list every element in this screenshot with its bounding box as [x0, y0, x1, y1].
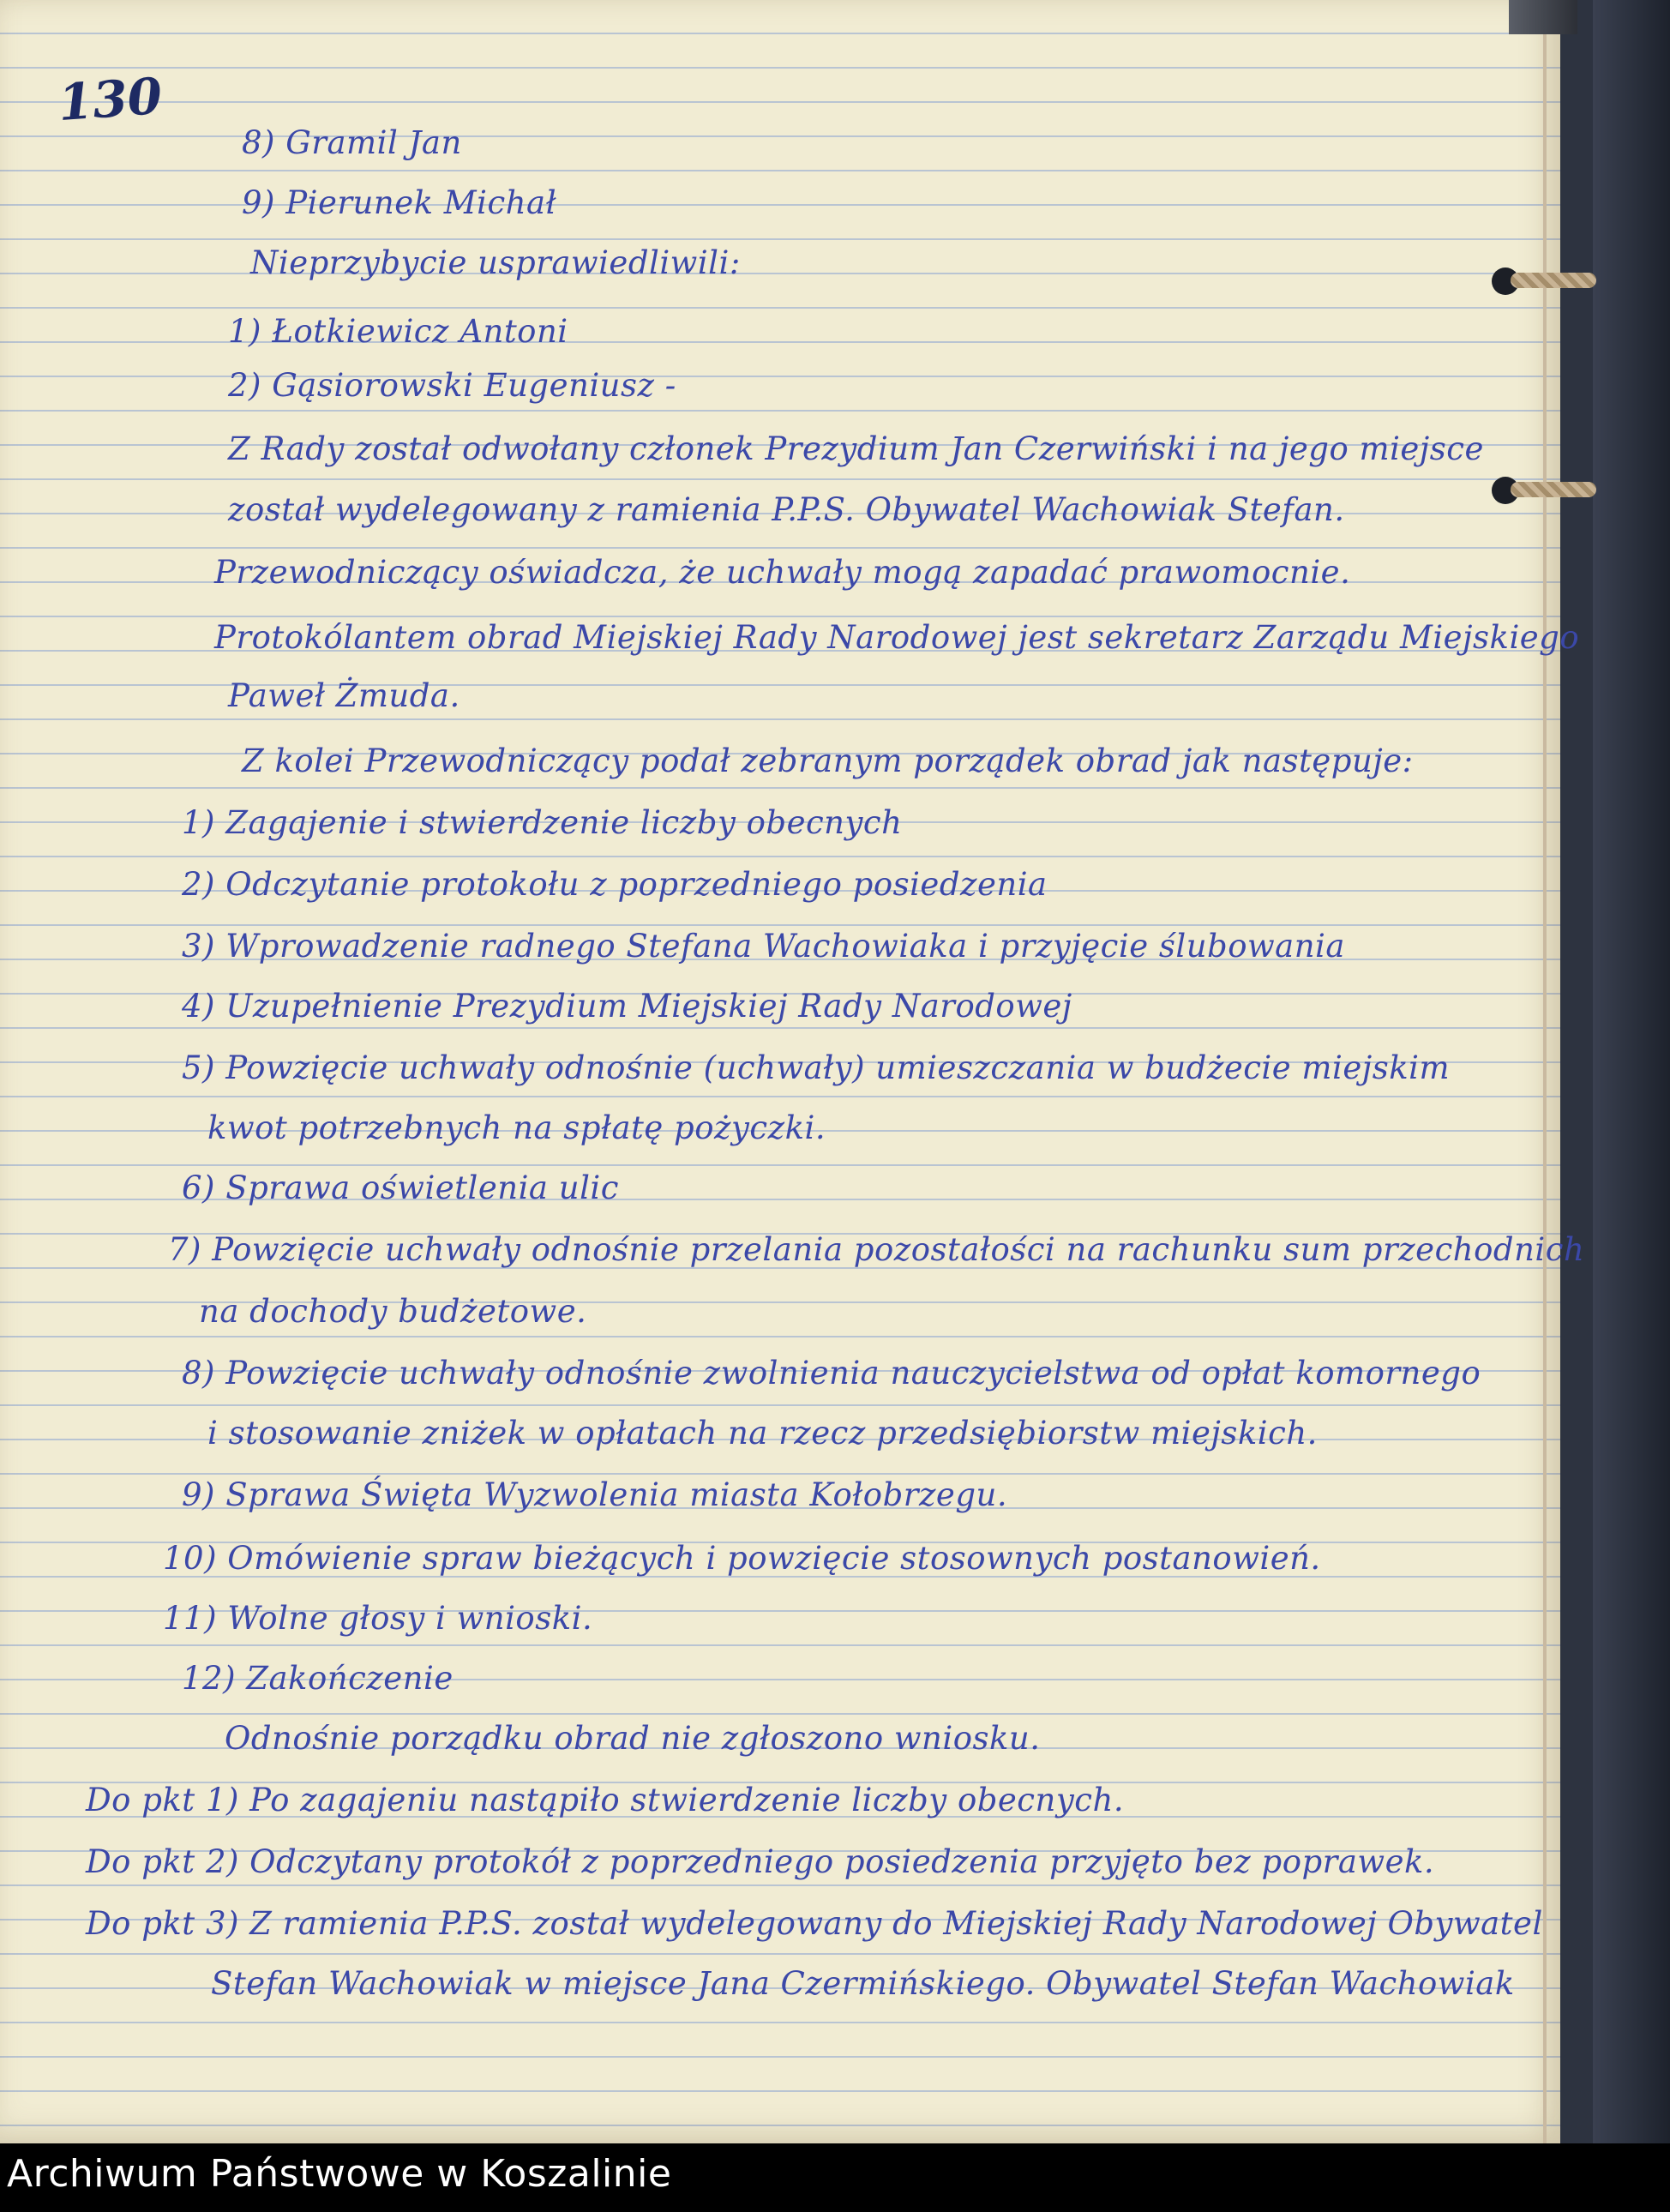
page-number: 130	[56, 66, 165, 133]
agenda-item-continuation: kwot potrzebnych na spłatę pożyczki.	[207, 1109, 826, 1146]
agenda-item: 5) Powzięcie uchwały odnośnie (uchwały) umieszczania w budżecie miejskim	[182, 1049, 1451, 1086]
text-line: Stefan Wachowiak w miejsce Jana Czermińskiego. Obywatel Stefan Wachowiak	[211, 1965, 1515, 2002]
agenda-item: 7) Powzięcie uchwały odnośnie przelania pozostałości na rachunku sum przechodnich	[168, 1231, 1585, 1268]
text-line: został wydelegowany z ramienia P.P.S. Obywatel Wachowiak Stefan.	[228, 491, 1345, 528]
text-line: 8) Gramil Jan	[242, 124, 462, 161]
agenda-item: 9) Sprawa Święta Wyzwolenia miasta Kołobrzegu.	[182, 1476, 1008, 1513]
agenda-item-continuation: i stosowanie zniżek w opłatach na rzecz przedsiębiorstw miejskich.	[207, 1415, 1318, 1452]
agenda-item: 6) Sprawa oświetlenia ulic	[182, 1169, 619, 1206]
agenda-item: 8) Powzięcie uchwały odnośnie zwolnienia nauczycielstwa od opłat komornego	[182, 1355, 1481, 1392]
text-line: 9) Pierunek Michał	[242, 184, 557, 221]
agenda-item: 4) Uzupełnienie Prezydium Miejskiej Rady Narodowej	[182, 988, 1072, 1025]
agenda-item: 12) Zakończenie	[182, 1660, 454, 1697]
text-line: Odnośnie porządku obrad nie zgłoszono wniosku.	[225, 1720, 1041, 1757]
agenda-item: 2) Odczytanie protokołu z poprzedniego posiedzenia	[182, 866, 1048, 903]
text-line: Nieprzybycie usprawiedliwili:	[250, 244, 741, 281]
text-line: Przewodniczący oświadcza, że uchwały mogą zapadać prawomocnie.	[214, 554, 1351, 591]
agenda-item-continuation: na dochody budżetowe.	[199, 1293, 587, 1330]
agenda-item: 3) Wprowadzenie radnego Stefana Wachowiaka i przyjęcie ślubowania	[182, 928, 1345, 965]
binding-strip	[1593, 0, 1670, 2143]
text-line: 1) Łotkiewicz Antoni	[228, 313, 568, 350]
text-line: Z kolei Przewodniczący podał zebranym porządek obrad jak następuje:	[242, 742, 1414, 779]
text-line: Z Rady został odwołany członek Prezydium Jan Czerwiński i na jego miejsce	[228, 430, 1484, 467]
agenda-item: 1) Zagajenie i stwierdzenie liczby obecnych	[182, 804, 903, 841]
archive-footer	[0, 2143, 1670, 2212]
text-line: 2) Gąsiorowski Eugeniusz -	[228, 367, 676, 404]
text-line: Do pkt 1) Po zagajeniu nastąpiło stwierdzenie liczby obecnych.	[86, 1782, 1125, 1818]
text-line: Do pkt 2) Odczytany protokół z poprzedniego posiedzenia przyjęto bez poprawek.	[86, 1843, 1435, 1880]
text-line: Protokólantem obrad Miejskiej Rady Narodowej jest sekretarz Zarządu Miejskiego	[214, 619, 1580, 656]
text-line: Do pkt 3) Z ramienia P.P.S. został wydelegowany do Miejskiej Rady Narodowej Obywatel	[86, 1905, 1543, 1942]
agenda-item: 10) Omówienie spraw bieżących i powzięcie stosownych postanowień.	[163, 1540, 1321, 1577]
archive-name: Archiwum Państwowe w Koszalinie	[7, 2152, 672, 2196]
text-line: Paweł Żmuda.	[228, 677, 460, 714]
agenda-item: 11) Wolne głosy i wnioski.	[163, 1600, 593, 1637]
